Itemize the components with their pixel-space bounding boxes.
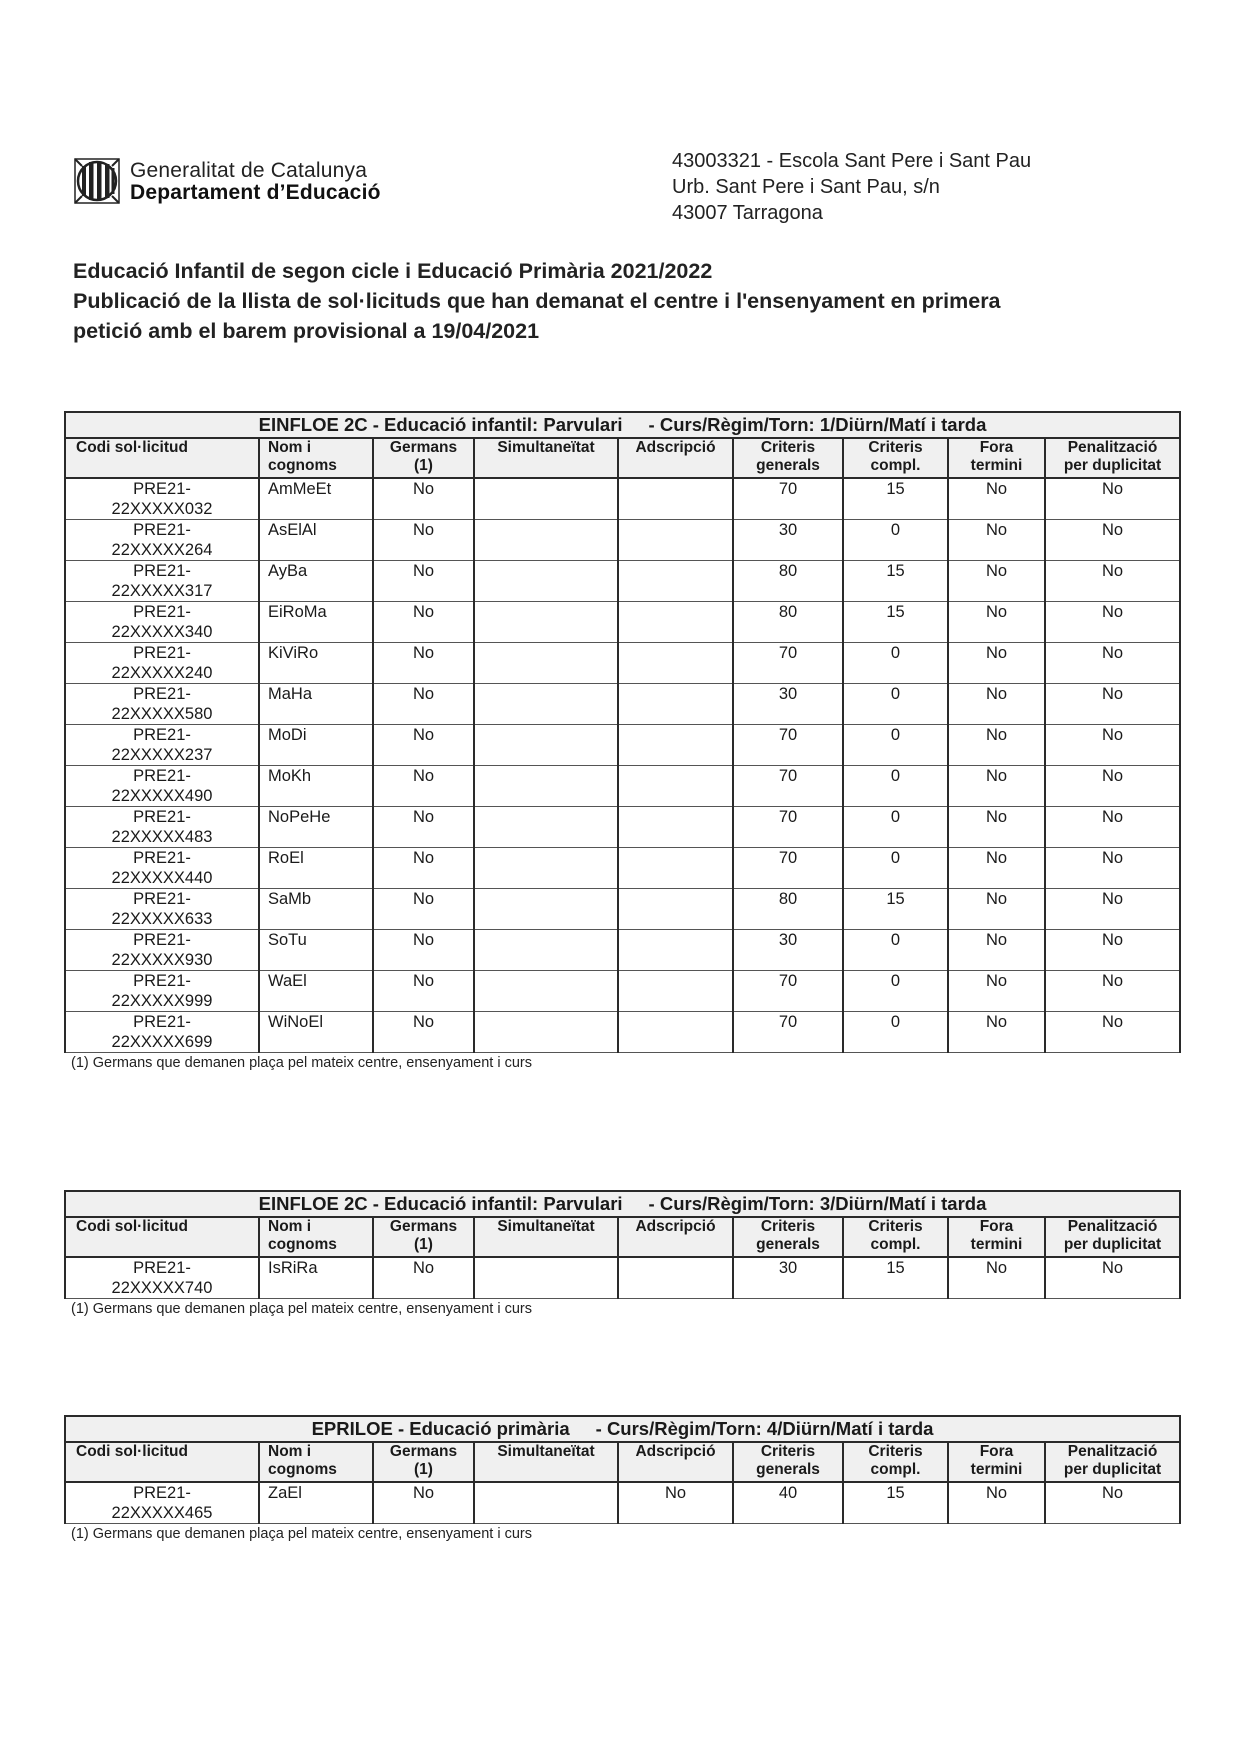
table-caption: [65, 412, 1180, 438]
cell-simultaneitat: [474, 766, 618, 807]
cell-fora-termini: No: [948, 1257, 1045, 1299]
cell-nom: EiRoMa: [259, 602, 373, 643]
cell-codi: PRE21- 22XXXXX317: [65, 561, 259, 602]
cell-nom: AmMeEt: [259, 478, 373, 520]
table-row: [65, 725, 1180, 766]
table-row: [65, 561, 1180, 602]
cell-penalitzacio: No: [1045, 930, 1180, 971]
applications-table: [64, 1190, 1181, 1299]
table-caption: [65, 1191, 1180, 1217]
caption-course: - Curs/Règim/Torn: 1/Diürn/Matí i tarda: [648, 414, 987, 435]
cell-codi: PRE21- 22XXXXX465: [65, 1482, 259, 1524]
cell-penalitzacio: No: [1045, 602, 1180, 643]
table-row: [65, 930, 1180, 971]
cell-penalitzacio: No: [1045, 848, 1180, 889]
table-row: [65, 971, 1180, 1012]
col-header-codi: Codi sol·licitud: [65, 438, 259, 478]
cell-criteris-compl: 15: [843, 1257, 948, 1299]
cell-germans: No: [373, 1482, 474, 1524]
footnote: (1) Germans que demanen plaça pel mateix centre, ensenyament i curs: [71, 1301, 533, 1317]
cell-codi: PRE21- 22XXXXX580: [65, 684, 259, 725]
footnote: (1) Germans que demanen plaça pel mateix centre, ensenyament i curs: [71, 1055, 533, 1071]
cell-germans: No: [373, 602, 474, 643]
cell-criteris-generals: 70: [733, 807, 843, 848]
cell-adscripcio: [618, 971, 733, 1012]
col-header-criteris-generals: Criteris generals: [733, 1217, 843, 1257]
col-header-penalitzacio: Penalització per duplicitat: [1045, 1217, 1180, 1257]
cell-simultaneitat: [474, 520, 618, 561]
cell-simultaneitat: [474, 889, 618, 930]
caption-program: EPRILOE - Educació primària: [311, 1418, 570, 1439]
cell-adscripcio: [618, 643, 733, 684]
cell-nom: MoKh: [259, 766, 373, 807]
cell-penalitzacio: No: [1045, 889, 1180, 930]
cell-criteris-compl: 0: [843, 643, 948, 684]
cell-criteris-compl: 15: [843, 1482, 948, 1524]
cell-adscripcio: [618, 1012, 733, 1053]
cell-simultaneitat: [474, 807, 618, 848]
cell-nom: IsRiRa: [259, 1257, 373, 1299]
cell-fora-termini: No: [948, 602, 1045, 643]
cell-penalitzacio: No: [1045, 766, 1180, 807]
cell-criteris-generals: 70: [733, 971, 843, 1012]
col-header-simultaneitat: Simultaneïtat: [474, 438, 618, 478]
cell-nom: SoTu: [259, 930, 373, 971]
table-row: [65, 1257, 1180, 1299]
cell-penalitzacio: No: [1045, 1257, 1180, 1299]
cell-codi: PRE21- 22XXXXX032: [65, 478, 259, 520]
col-header-germans: Germans (1): [373, 1217, 474, 1257]
cell-criteris-generals: 70: [733, 1012, 843, 1053]
footnote: (1) Germans que demanen plaça pel mateix centre, ensenyament i curs: [71, 1526, 533, 1542]
cell-adscripcio: [618, 930, 733, 971]
applications-table: [64, 411, 1181, 1053]
col-header-criteris-generals: Criteris generals: [733, 1442, 843, 1482]
cell-criteris-generals: 30: [733, 684, 843, 725]
cell-criteris-compl: 0: [843, 766, 948, 807]
cell-adscripcio: [618, 561, 733, 602]
cell-criteris-generals: 80: [733, 602, 843, 643]
cell-germans: No: [373, 520, 474, 561]
cell-simultaneitat: [474, 561, 618, 602]
cell-nom: MaHa: [259, 684, 373, 725]
title-line-1: Educació Infantil de segon cicle i Educació Primària 2021/2022: [73, 259, 713, 283]
cell-criteris-generals: 40: [733, 1482, 843, 1524]
cell-adscripcio: [618, 1257, 733, 1299]
cell-fora-termini: No: [948, 971, 1045, 1012]
caption-course: - Curs/Règim/Torn: 4/Diürn/Matí i tarda: [595, 1418, 934, 1439]
cell-fora-termini: No: [948, 766, 1045, 807]
section-epriloe-curs-4: [64, 1415, 1179, 1542]
cell-adscripcio: [618, 520, 733, 561]
caption-program: EINFLOE 2C - Educació infantil: Parvulari: [258, 1193, 623, 1214]
col-header-germans: Germans (1): [373, 438, 474, 478]
cell-germans: No: [373, 725, 474, 766]
cell-adscripcio: [618, 684, 733, 725]
cell-germans: No: [373, 889, 474, 930]
cell-germans: No: [373, 561, 474, 602]
cell-criteris-compl: 0: [843, 930, 948, 971]
cell-simultaneitat: [474, 848, 618, 889]
col-header-nom: Nom i cognoms: [259, 1442, 373, 1482]
cell-adscripcio: [618, 725, 733, 766]
col-header-criteris-generals: Criteris generals: [733, 438, 843, 478]
cell-fora-termini: No: [948, 848, 1045, 889]
generalitat-emblem-icon: [74, 158, 120, 204]
cell-germans: No: [373, 684, 474, 725]
col-header-adscripcio: Adscripció: [618, 1217, 733, 1257]
cell-germans: No: [373, 971, 474, 1012]
generalitat-logo: [74, 158, 381, 204]
section-einfloe-curs-3: [64, 1190, 1179, 1317]
cell-simultaneitat: [474, 1257, 618, 1299]
cell-criteris-compl: 0: [843, 971, 948, 1012]
cell-criteris-generals: 80: [733, 561, 843, 602]
cell-nom: WaEl: [259, 971, 373, 1012]
cell-nom: AsElAl: [259, 520, 373, 561]
cell-fora-termini: No: [948, 643, 1045, 684]
school-name: 43003321 - Escola Sant Pere i Sant Pau: [672, 150, 1032, 172]
cell-codi: PRE21- 22XXXXX240: [65, 643, 259, 684]
cell-penalitzacio: No: [1045, 1482, 1180, 1524]
caption-course: - Curs/Règim/Torn: 3/Diürn/Matí i tarda: [648, 1193, 987, 1214]
section-einfloe-curs-1: [64, 411, 1179, 1071]
col-header-criteris-compl: Criteris compl.: [843, 1217, 948, 1257]
cell-adscripcio: [618, 602, 733, 643]
title-line-3: petició amb el barem provisional a 19/04/2021: [73, 319, 540, 343]
cell-codi: PRE21- 22XXXXX440: [65, 848, 259, 889]
cell-penalitzacio: No: [1045, 807, 1180, 848]
col-header-fora-termini: Fora termini: [948, 438, 1045, 478]
cell-simultaneitat: [474, 602, 618, 643]
cell-simultaneitat: [474, 1482, 618, 1524]
cell-penalitzacio: No: [1045, 561, 1180, 602]
cell-nom: RoEl: [259, 848, 373, 889]
cell-simultaneitat: [474, 930, 618, 971]
cell-codi: PRE21- 22XXXXX633: [65, 889, 259, 930]
cell-fora-termini: No: [948, 478, 1045, 520]
cell-criteris-compl: 0: [843, 807, 948, 848]
cell-adscripcio: [618, 766, 733, 807]
cell-adscripcio: [618, 889, 733, 930]
cell-germans: No: [373, 807, 474, 848]
cell-nom: KiViRo: [259, 643, 373, 684]
school-city: 43007 Tarragona: [672, 202, 823, 224]
cell-simultaneitat: [474, 684, 618, 725]
cell-adscripcio: [618, 807, 733, 848]
col-header-penalitzacio: Penalització per duplicitat: [1045, 438, 1180, 478]
cell-simultaneitat: [474, 725, 618, 766]
col-header-germans: Germans (1): [373, 1442, 474, 1482]
logo-subtitle: Departament d’Educació: [130, 180, 381, 204]
table-row: [65, 766, 1180, 807]
col-header-codi: Codi sol·licitud: [65, 1217, 259, 1257]
cell-fora-termini: No: [948, 889, 1045, 930]
col-header-simultaneitat: Simultaneïtat: [474, 1442, 618, 1482]
table-row: [65, 520, 1180, 561]
cell-germans: No: [373, 1257, 474, 1299]
logo-title: Generalitat de Catalunya: [130, 158, 368, 182]
cell-codi: PRE21- 22XXXXX340: [65, 602, 259, 643]
cell-nom: WiNoEl: [259, 1012, 373, 1053]
cell-penalitzacio: No: [1045, 1012, 1180, 1053]
cell-criteris-compl: 0: [843, 725, 948, 766]
school-street: Urb. Sant Pere i Sant Pau, s/n: [672, 176, 940, 198]
cell-germans: No: [373, 1012, 474, 1053]
cell-criteris-generals: 70: [733, 766, 843, 807]
table-row: [65, 889, 1180, 930]
cell-simultaneitat: [474, 1012, 618, 1053]
cell-criteris-compl: 0: [843, 848, 948, 889]
cell-nom: SaMb: [259, 889, 373, 930]
cell-fora-termini: No: [948, 520, 1045, 561]
cell-germans: No: [373, 643, 474, 684]
cell-nom: ZaEl: [259, 1482, 373, 1524]
cell-codi: PRE21- 22XXXXX999: [65, 971, 259, 1012]
cell-germans: No: [373, 766, 474, 807]
cell-criteris-generals: 30: [733, 520, 843, 561]
cell-criteris-generals: 70: [733, 725, 843, 766]
cell-adscripcio: No: [618, 1482, 733, 1524]
table-row: [65, 478, 1180, 520]
cell-criteris-compl: 15: [843, 561, 948, 602]
cell-simultaneitat: [474, 971, 618, 1012]
table-row: [65, 807, 1180, 848]
cell-criteris-generals: 70: [733, 848, 843, 889]
cell-criteris-compl: 0: [843, 684, 948, 725]
cell-penalitzacio: No: [1045, 971, 1180, 1012]
cell-nom: AyBa: [259, 561, 373, 602]
cell-criteris-generals: 80: [733, 889, 843, 930]
page-title: [73, 256, 1001, 346]
cell-fora-termini: No: [948, 684, 1045, 725]
cell-criteris-compl: 0: [843, 1012, 948, 1053]
school-address: [672, 148, 1031, 226]
cell-codi: PRE21- 22XXXXX740: [65, 1257, 259, 1299]
cell-criteris-generals: 30: [733, 1257, 843, 1299]
cell-fora-termini: No: [948, 807, 1045, 848]
col-header-nom: Nom i cognoms: [259, 1217, 373, 1257]
cell-nom: NoPeHe: [259, 807, 373, 848]
cell-fora-termini: No: [948, 1482, 1045, 1524]
col-header-criteris-compl: Criteris compl.: [843, 1442, 948, 1482]
table-row: [65, 643, 1180, 684]
table-row: [65, 684, 1180, 725]
cell-codi: PRE21- 22XXXXX237: [65, 725, 259, 766]
cell-penalitzacio: No: [1045, 478, 1180, 520]
col-header-fora-termini: Fora termini: [948, 1442, 1045, 1482]
cell-criteris-compl: 15: [843, 602, 948, 643]
table-row: [65, 602, 1180, 643]
cell-fora-termini: No: [948, 1012, 1045, 1053]
cell-simultaneitat: [474, 478, 618, 520]
cell-codi: PRE21- 22XXXXX490: [65, 766, 259, 807]
col-header-criteris-compl: Criteris compl.: [843, 438, 948, 478]
cell-fora-termini: No: [948, 561, 1045, 602]
cell-penalitzacio: No: [1045, 520, 1180, 561]
cell-nom: MoDi: [259, 725, 373, 766]
cell-fora-termini: No: [948, 930, 1045, 971]
cell-criteris-generals: 70: [733, 643, 843, 684]
cell-codi: PRE21- 22XXXXX699: [65, 1012, 259, 1053]
cell-fora-termini: No: [948, 725, 1045, 766]
cell-penalitzacio: No: [1045, 684, 1180, 725]
title-line-2: Publicació de la llista de sol·licituds que han demanat el centre i l'ensenyament en primera: [73, 289, 1001, 313]
cell-criteris-generals: 30: [733, 930, 843, 971]
cell-adscripcio: [618, 478, 733, 520]
cell-germans: No: [373, 848, 474, 889]
table-row: [65, 1482, 1180, 1524]
cell-criteris-compl: 0: [843, 520, 948, 561]
col-header-nom: Nom i cognoms: [259, 438, 373, 478]
col-header-adscripcio: Adscripció: [618, 438, 733, 478]
cell-germans: No: [373, 478, 474, 520]
cell-penalitzacio: No: [1045, 725, 1180, 766]
table-row: [65, 1012, 1180, 1053]
caption-program: EINFLOE 2C - Educació infantil: Parvulari: [258, 414, 623, 435]
table-caption: [65, 1416, 1180, 1442]
col-header-simultaneitat: Simultaneïtat: [474, 1217, 618, 1257]
col-header-fora-termini: Fora termini: [948, 1217, 1045, 1257]
cell-adscripcio: [618, 848, 733, 889]
cell-germans: No: [373, 930, 474, 971]
table-row: [65, 848, 1180, 889]
cell-codi: PRE21- 22XXXXX483: [65, 807, 259, 848]
cell-penalitzacio: No: [1045, 643, 1180, 684]
cell-simultaneitat: [474, 643, 618, 684]
col-header-codi: Codi sol·licitud: [65, 1442, 259, 1482]
cell-codi: PRE21- 22XXXXX264: [65, 520, 259, 561]
col-header-adscripcio: Adscripció: [618, 1442, 733, 1482]
cell-codi: PRE21- 22XXXXX930: [65, 930, 259, 971]
cell-criteris-generals: 70: [733, 478, 843, 520]
cell-criteris-compl: 15: [843, 889, 948, 930]
applications-table: [64, 1415, 1181, 1524]
col-header-penalitzacio: Penalització per duplicitat: [1045, 1442, 1180, 1482]
cell-criteris-compl: 15: [843, 478, 948, 520]
